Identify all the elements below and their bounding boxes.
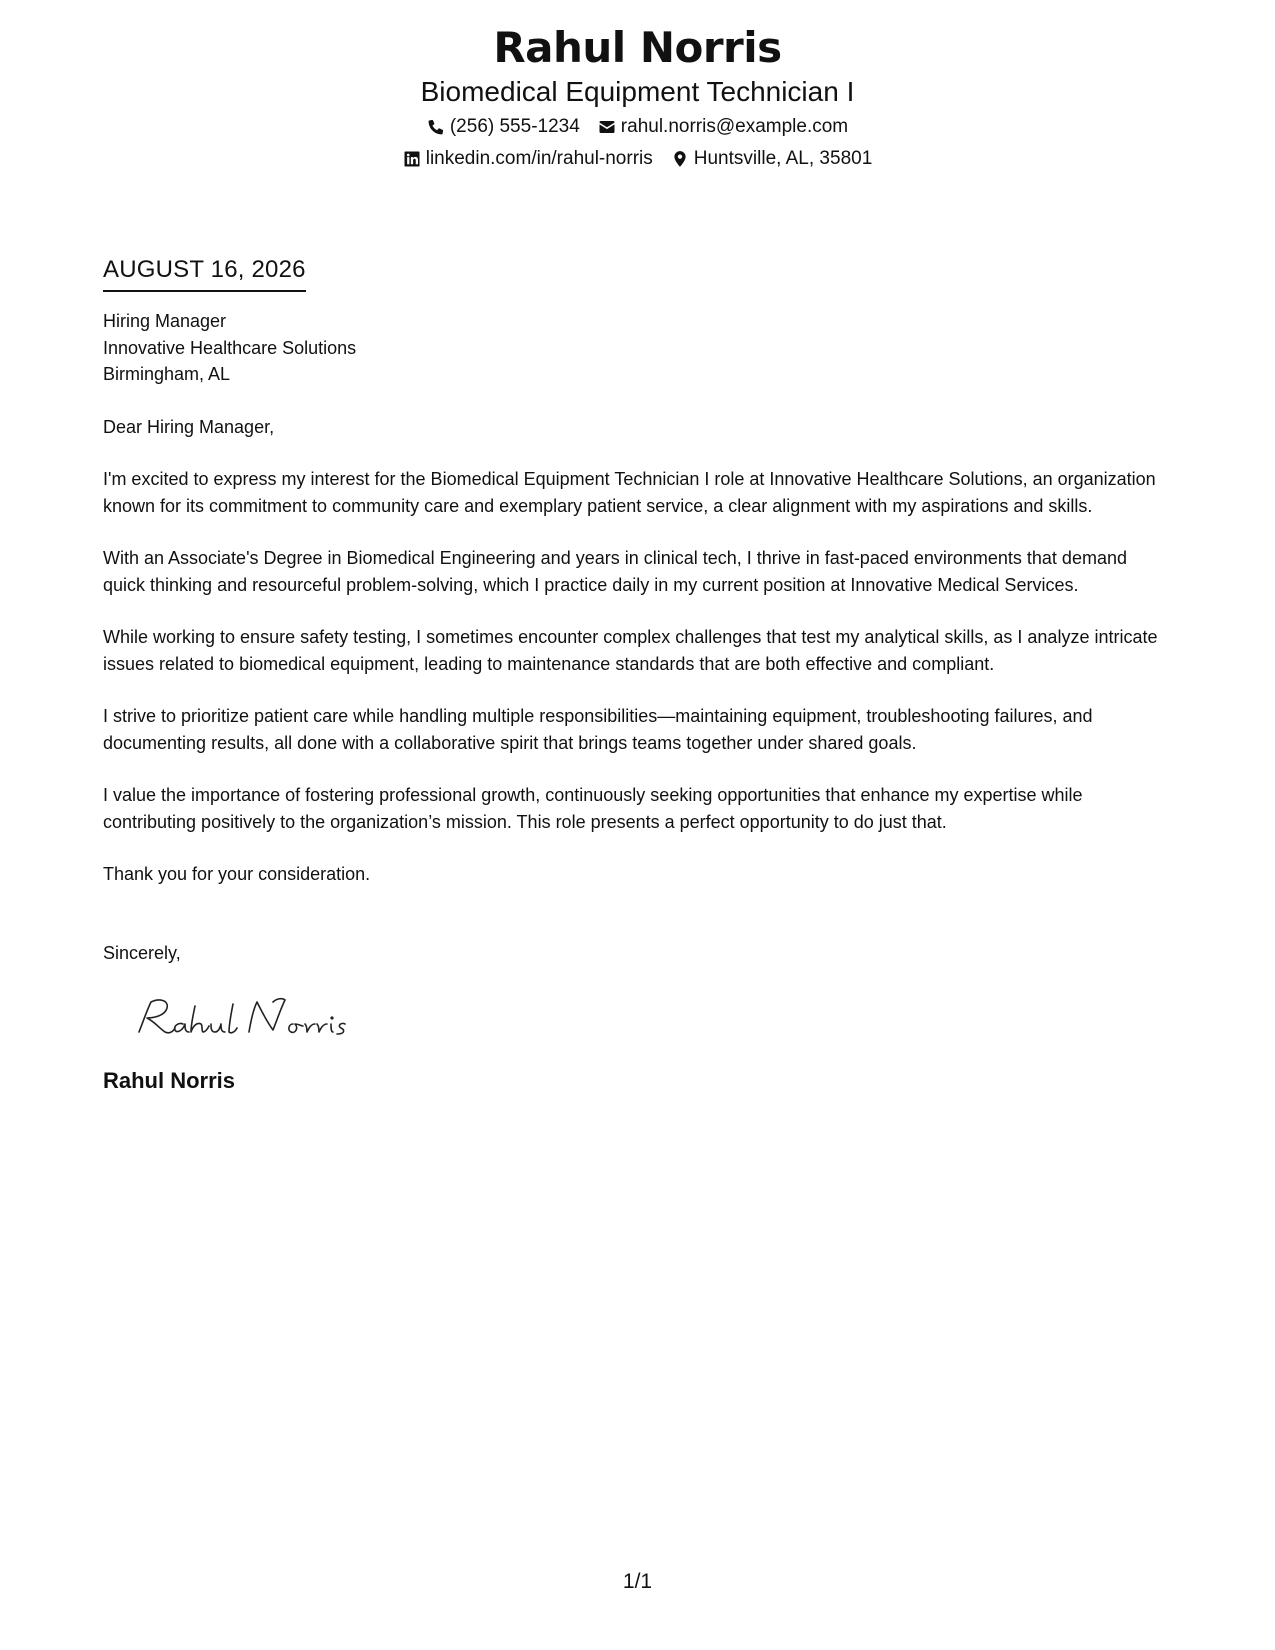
contact-row-primary [0, 112, 1275, 142]
contact-email[interactable] [598, 112, 848, 142]
letter-header [0, 22, 1275, 174]
recipient-line: Innovative Healthcare Solutions [103, 337, 357, 358]
location-text: Huntsville, AL, 35801 [693, 148, 873, 169]
applicant-name: Rahul Norris [493, 23, 782, 72]
linkedin-text: linkedin.com/in/rahul-norris [425, 148, 653, 169]
linkedin-icon [403, 150, 421, 168]
envelope-icon [598, 118, 616, 136]
closing: Sincerely, [103, 942, 181, 963]
body-paragraph: I strive to prioritize patient care while handling multiple responsibilities—maintaining equipment, troubleshooting failures, and documenting results, all done with a collaborative spirit that brings teams together under shared goals. [103, 706, 1093, 753]
recipient-line: Birmingham, AL [103, 364, 231, 384]
body-paragraph: I'm excited to express my interest for the Biomedical Equipment Technician I role at Innovative Healthcare Solutions, an organization known for its commitment to community care and exemplary patient service, a clear alignment with my aspirations and skills. [103, 469, 1156, 516]
letter-date: AUGUST 16, 2026 [103, 254, 306, 292]
page-indicator: 1/1 [622, 1570, 653, 1593]
body-paragraph: While working to ensure safety testing, I sometimes encounter complex challenges that test my analytical skills, as I analyze intricate issues related to biomedical equipment, leading to maintenance standards that are both effective and compliant. [103, 627, 1158, 674]
applicant-title: Biomedical Equipment Technician I [420, 76, 855, 107]
contact-phone [427, 112, 580, 142]
letter-body [103, 254, 1173, 1096]
body-paragraph: With an Associate's Degree in Biomedical Engineering and years in clinical tech, I thrive in fast-paced environments that demand quick thinking and resourceful problem-solving, which I practice daily in my current position at Innovative Medical Services. [103, 548, 1127, 595]
recipient-line: Hiring Manager [103, 311, 227, 331]
contact-row-secondary [0, 144, 1275, 174]
signer-name: Rahul Norris [103, 1068, 236, 1093]
handwritten-signature [125, 988, 355, 1050]
phone-text: (256) 555-1234 [449, 116, 580, 137]
phone-icon [427, 118, 445, 136]
recipient-block [103, 308, 1173, 388]
body-paragraph: I value the importance of fostering professional growth, continuously seeking opportunities that enhance my expertise while contributing positively to the organization’s mission. This role presents a perfect opportunity to do just that. [103, 785, 1083, 832]
map-pin-icon [671, 150, 689, 168]
salutation: Dear Hiring Manager, [103, 416, 275, 437]
body-paragraph: Thank you for your consideration. [103, 864, 371, 884]
contact-linkedin[interactable] [403, 144, 653, 174]
contact-location [671, 144, 873, 174]
email-text: rahul.norris@example.com [620, 116, 849, 137]
